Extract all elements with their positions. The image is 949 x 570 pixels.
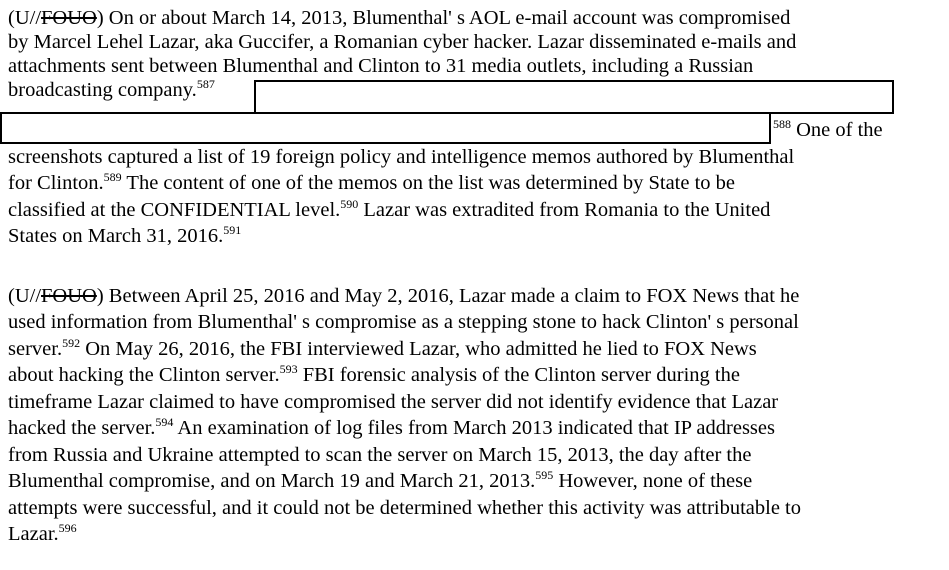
p1-text: States on March 31, 2016. xyxy=(8,225,224,247)
footnote-ref: 591 xyxy=(223,223,242,237)
footnote-ref: 596 xyxy=(58,521,77,535)
fouo-strikethrough: FOUO xyxy=(41,285,97,307)
p1-text: ) On or about March 14, 2013, Blumenthal' s AOL e-mail account was compromised xyxy=(96,7,791,29)
classification-prefix: (U// xyxy=(8,285,42,307)
p1-text: classified at the CONFIDENTIAL level. xyxy=(8,199,341,221)
p2-line-4 xyxy=(8,363,740,387)
p1-text: broadcasting company. xyxy=(8,79,197,101)
p1-text: Blumenthal and Clinton to 31 media outlets, including a Russian xyxy=(222,55,754,77)
p1-text: by Marcel Lehel Lazar, aka Guccifer, a Romanian cyber hacker. Lazar disseminated e-mails and xyxy=(8,31,797,53)
p2-text: Blumenthal compromise, and on March 19 and March 21, 2013. xyxy=(8,470,536,492)
p1-line-7 xyxy=(8,171,735,195)
footnote-ref: 590 xyxy=(340,197,359,211)
p2-text: An examination of log files from March 2013 indicated that IP addresses xyxy=(173,417,775,439)
fouo-strikethrough: FOUO xyxy=(41,7,97,29)
p2-text: about hacking the Clinton server. xyxy=(8,364,280,386)
footnote-ref: 587 xyxy=(196,77,215,91)
footnote-ref: 593 xyxy=(279,362,298,376)
p2-text: server. xyxy=(8,338,63,360)
p1-line-9 xyxy=(8,224,241,248)
p2-line-1 xyxy=(8,284,799,308)
p2-text: However, none of these xyxy=(553,470,753,492)
p2-text: hacked the server. xyxy=(8,417,156,439)
p1-line-4 xyxy=(8,78,215,102)
p2-text: from Russia and Ukraine attempted to scan the server on March 15, 2013, the day after the xyxy=(8,444,752,466)
footnote-ref: 594 xyxy=(155,415,174,429)
p2-line-5 xyxy=(8,390,778,414)
p1-line-6 xyxy=(8,145,794,169)
p1-line-2 xyxy=(8,30,796,54)
p2-line-7 xyxy=(8,443,751,467)
redaction-box xyxy=(254,80,894,114)
p2-text: used information from Blumenthal' s compromise as a stepping stone to hack Clinton' s personal xyxy=(8,311,799,333)
p2-text: Lazar. xyxy=(8,523,59,545)
footnote-ref: 595 xyxy=(535,468,554,482)
p1-line-3 xyxy=(8,54,753,78)
p2-line-2 xyxy=(8,310,799,334)
classification-prefix: (U// xyxy=(8,7,42,29)
p2-line-6 xyxy=(8,416,775,440)
p1-text: screenshots captured a list of 19 foreign policy and intelligence memos authored by Blumenthal xyxy=(8,146,795,168)
p2-text: ) Between April 25, 2016 and May 2, 2016, Lazar made a claim to FOX News that he xyxy=(96,285,800,307)
p1-text: One of the xyxy=(791,119,883,141)
p1-line-5 xyxy=(773,118,883,142)
footnote-ref: 588 xyxy=(773,117,791,131)
p1-line-1 xyxy=(8,6,790,30)
p1-line-8 xyxy=(8,198,770,222)
p2-text: On May 26, 2016, the FBI interviewed Lazar, who admitted he lied to FOX News xyxy=(80,338,757,360)
p2-line-8 xyxy=(8,469,752,493)
p1-text: Lazar was extradited from Romania to the United xyxy=(358,199,771,221)
p1-text: attachments sent between xyxy=(8,55,223,77)
p2-text: attempts were successful, and it could not be determined whether this activity was attributable to xyxy=(8,497,802,519)
p2-line-3 xyxy=(8,337,757,361)
p1-text: for Clinton. xyxy=(8,172,104,194)
p2-text: FBI forensic analysis of the Clinton server during the xyxy=(297,364,740,386)
footnote-ref: 589 xyxy=(103,170,122,184)
footnote-ref: 592 xyxy=(62,336,81,350)
redaction-box xyxy=(0,112,771,144)
p2-line-10 xyxy=(8,522,77,546)
p2-line-9 xyxy=(8,496,801,520)
p1-text: The content of one of the memos on the list was determined by State to be xyxy=(121,172,736,194)
p2-text: timeframe Lazar claimed to have compromised the server did not identify evidence that Lazar xyxy=(8,391,779,413)
